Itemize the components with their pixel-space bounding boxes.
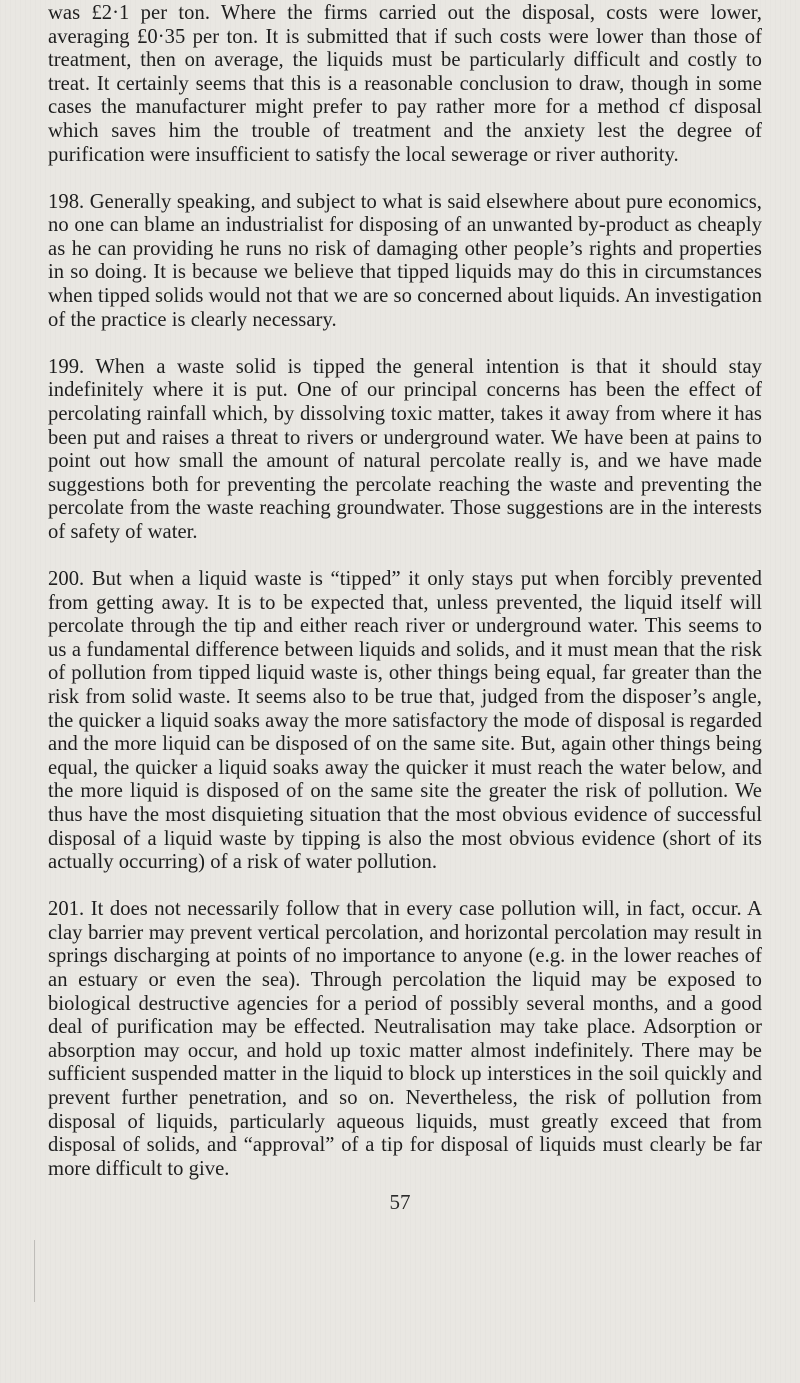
scan-mark [34,1240,35,1302]
paragraph-200: 200. But when a liquid waste is “tipped” it only stays put when forcibly prevented from getting away. It is to be expected that, unless prevented, the liquid itself will percolate through the tip and either reach river or underground water. This seems to us a fundamental difference between liquids and solids, and it must mean that the risk of pollution from tipped liquid waste is, other things being equal, far greater than the risk from solid waste. It seems also to be true that, judged from the disposer’s angle, the quicker a liquid soaks away the more satisfactory the mode of disposal is regarded and the more liquid can be disposed of on the same site. But, again other things being equal, the quicker a liquid soaks away the quicker it must reach the water below, and the more liquid is disposed of on the same site the greater the risk of pollution. We thus have the most disquieting situation that the most obvious evidence of successful disposal of a liquid waste by tipping is also the most obvious evidence (short of its actually occurring) of a risk of water pollution. [48,567,762,874]
paragraph-continuation: was £2·1 per ton. Where the firms carried out the disposal, costs were lower, averaging £0·35 per ton. It is submitted that if such costs were lower than those of treatment, then on average, the liquids must be particularly difficult and costly to treat. It certainly seems that this is a reasonable conclusion to draw, though in some cases the manufacturer might prefer to pay rather more for a method cf disposal which saves him the trouble of treatment and the anxiety lest the degree of purification were insufficient to satisfy the local sewerage or river authority. [48,2,762,166]
paragraph-201: 201. It does not necessarily follow that in every case pollution will, in fact, occur. A clay barrier may prevent vertical percolation, and horizontal percolation may result in springs discharging at points of no importance to anyone (e.g. in the lower reaches of an estuary or even the sea). Through percolation the liquid may be exposed to biological destructive agencies for a period of possibly several months, and a good deal of purification may be effected. Neutralisation may take place. Adsorption or absorption may occur, and hold up toxic matter almost indefinitely. There may be sufficient suspended matter in the liquid to block up interstices in the soil quickly and prevent further penetration, and so on. Nevertheless, the risk of pollution from disposal of liquids, particularly aqueous liquids, must greatly exceed that from disposal of solids, and “approval” of a tip for disposal of liquids must clearly be far more difficult to give. [48,898,762,1180]
paragraph-198: 198. Generally speaking, and subject to what is said elsewhere about pure economics, no one can blame an industrialist for disposing of an unwanted by-product as cheaply as he can providing he runs no risk of damaging other people’s rights and properties in so doing. It is because we believe that tipped liquids may do this in circumstances when tipped solids would not that we are so concerned about liquids. An investigation of the practice is clearly necessary. [48,190,762,331]
paragraph-199: 199. When a waste solid is tipped the general intention is that it should stay indefinitely where it is put. One of our principal concerns has been the effect of percolating rainfall which, by dissolving toxic matter, takes it away from where it has been put and raises a threat to rivers or underground water. We have been at pains to point out how small the amount of natural percolate really is, and we have made suggestions both for preventing the percolate reaching the waste and preventing the percolate from the waste reaching groundwater. Those suggestions are in the interests of safety of water. [48,355,762,543]
page-number: 57 [389,1190,411,1214]
